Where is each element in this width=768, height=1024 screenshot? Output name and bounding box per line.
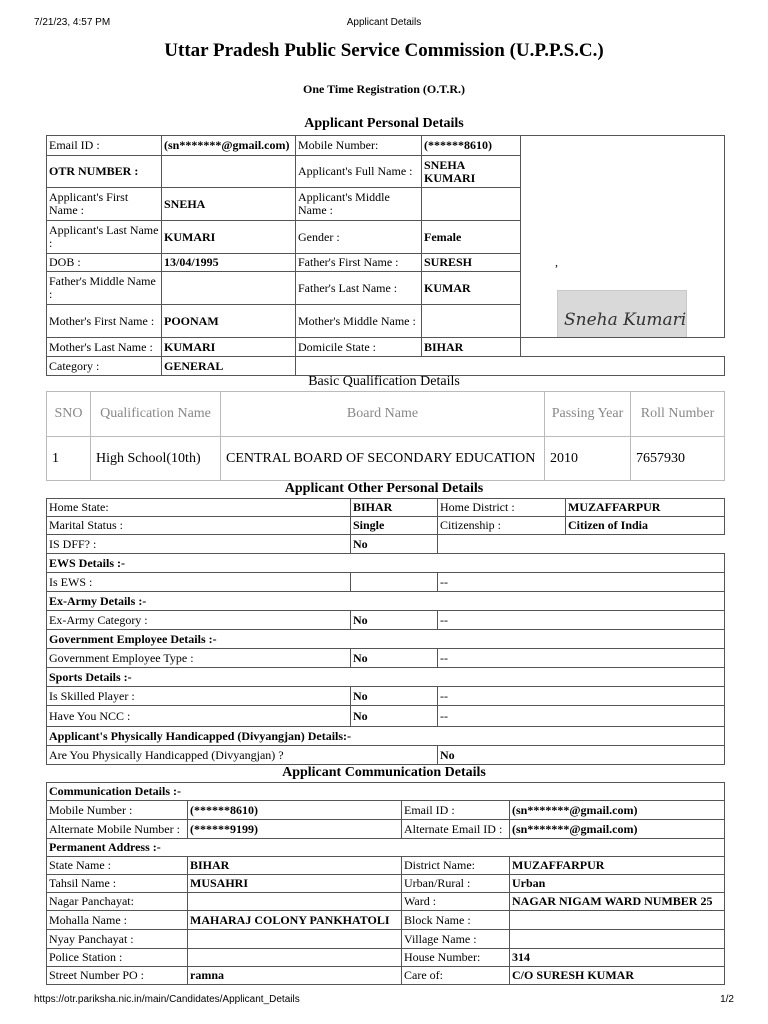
state-name-label: State Name : — [47, 857, 188, 875]
communication-section-title: Communication Details :- — [47, 783, 725, 801]
blank-cell — [296, 357, 725, 376]
tahsil-name-label: Tahsil Name : — [47, 875, 188, 893]
category-label: Category : — [47, 357, 162, 376]
qualification-col-header: Roll Number — [631, 392, 725, 437]
last-name-label: Applicant's Last Name : — [47, 221, 162, 254]
district-name-value: MUZAFFARPUR — [510, 857, 725, 875]
blank-cell — [521, 338, 725, 357]
ews-label: Is EWS : — [47, 573, 351, 592]
print-doc-title: Applicant Details — [346, 17, 422, 28]
qualification-cell: High School(10th) — [91, 437, 221, 481]
qualification-col-header: SNO — [47, 392, 91, 437]
father-last-name-value: KUMAR — [422, 272, 521, 305]
gov-type-value: No — [351, 649, 438, 668]
state-name-value: BIHAR — [188, 857, 402, 875]
svg-text:Sneha Kumari: Sneha Kumari — [564, 310, 687, 330]
police-station-value — [188, 949, 402, 967]
block-name-label: Block Name : — [402, 911, 510, 930]
mohalla-name-label: Mohalla Name : — [47, 911, 188, 930]
citizenship-value: Citizen of India — [566, 517, 725, 535]
otr-number-value — [162, 156, 296, 188]
home-state-label: Home State: — [47, 499, 351, 517]
ph-label: Are You Physically Handicapped (Divyangjan) ? — [47, 746, 438, 765]
nyay-panchayat-label: Nyay Panchayat : — [47, 930, 188, 949]
domicile-state-label: Domicile State : — [296, 338, 422, 357]
ncc-label: Have You NCC : — [47, 706, 351, 727]
print-datetime: 7/21/23, 4:57 PM — [34, 17, 111, 28]
last-name-value: KUMARI — [162, 221, 296, 254]
qualification-cell: 2010 — [545, 437, 631, 481]
mother-last-name-value: KUMARI — [162, 338, 296, 357]
home-district-value: MUZAFFARPUR — [566, 499, 725, 517]
middle-name-value — [422, 188, 521, 221]
qualification-col-header: Board Name — [221, 392, 545, 437]
ncc-extra: -- — [438, 706, 725, 727]
ward-label: Ward : — [402, 893, 510, 911]
mother-middle-name-value — [422, 305, 521, 338]
police-station-label: Police Station : — [47, 949, 188, 967]
care-of-value: C/O SURESH KUMAR — [510, 967, 725, 985]
block-name-value — [510, 911, 725, 930]
home-state-value: BIHAR — [351, 499, 438, 517]
nagar-panchayat-value — [188, 893, 402, 911]
other-details-heading: Applicant Other Personal Details — [284, 481, 484, 496]
comm-email-label: Email ID : — [402, 801, 510, 820]
first-name-value: SNEHA — [162, 188, 296, 221]
skilled-player-value: No — [351, 687, 438, 706]
father-first-name-label: Father's First Name : — [296, 254, 422, 272]
first-name-label: Applicant's First Name : — [47, 188, 162, 221]
mother-middle-name-label: Mother's Middle Name : — [296, 305, 422, 338]
print-header — [34, 17, 734, 31]
ews-extra: -- — [438, 573, 725, 592]
nyay-panchayat-value — [188, 930, 402, 949]
father-last-name-label: Father's Last Name : — [296, 272, 422, 305]
street-number-label: Street Number PO : — [47, 967, 188, 985]
full-name-label: Applicant's Full Name : — [296, 156, 422, 188]
email-value: (sn*******@gmail.com) — [162, 136, 296, 156]
otr-number-label: OTR NUMBER : — [47, 156, 162, 188]
alt-mobile-value: (******9199) — [188, 820, 402, 839]
house-number-label: House Number: — [402, 949, 510, 967]
mother-first-name-value: POONAM — [162, 305, 296, 338]
urban-rural-value: Urban — [510, 875, 725, 893]
page-subtitle: One Time Registration (O.T.R.) — [303, 82, 465, 96]
personal-details-table — [46, 135, 725, 376]
alt-email-label: Alternate Email ID : — [402, 820, 510, 839]
comm-mobile-value: (******8610) — [188, 801, 402, 820]
signature-image — [557, 290, 687, 338]
alt-mobile-label: Alternate Mobile Number : — [47, 820, 188, 839]
comm-email-value: (sn*******@gmail.com) — [510, 801, 725, 820]
communication-table — [46, 782, 725, 985]
qualification-col-header: Qualification Name — [91, 392, 221, 437]
qualification-table — [46, 391, 725, 481]
ews-value — [351, 573, 438, 592]
sports-section-title: Sports Details :- — [47, 668, 725, 687]
comm-mobile-label: Mobile Number : — [47, 801, 188, 820]
other-details-table — [46, 498, 725, 765]
care-of-label: Care of: — [402, 967, 510, 985]
gov-extra: -- — [438, 649, 725, 668]
mother-first-name-label: Mother's First Name : — [47, 305, 162, 338]
marital-status-label: Marital Status : — [47, 517, 351, 535]
middle-name-label: Applicant's Middle Name : — [296, 188, 422, 221]
army-section-title: Ex-Army Details :- — [47, 592, 725, 611]
dob-label: DOB : — [47, 254, 162, 272]
house-number-value: 314 — [510, 949, 725, 967]
army-extra: -- — [438, 611, 725, 630]
ews-section-title: EWS Details :- — [47, 554, 725, 573]
nagar-panchayat-label: Nagar Panchayat: — [47, 893, 188, 911]
mobile-label: Mobile Number: — [296, 136, 422, 156]
army-category-label: Ex-Army Category : — [47, 611, 351, 630]
qualification-heading: Basic Qualification Details — [308, 374, 460, 389]
print-footer — [34, 994, 734, 1008]
gov-type-label: Government Employee Type : — [47, 649, 351, 668]
alt-email-value: (sn*******@gmail.com) — [510, 820, 725, 839]
dob-value: 13/04/1995 — [162, 254, 296, 272]
mother-last-name-label: Mother's Last Name : — [47, 338, 162, 357]
permanent-address-title: Permanent Address :- — [47, 839, 725, 857]
email-label: Email ID : — [47, 136, 162, 156]
mobile-value: (******8610) — [422, 136, 521, 156]
gender-value: Female — [422, 221, 521, 254]
full-name-value: SNEHA KUMARI — [422, 156, 521, 188]
street-number-value: ramna — [188, 967, 402, 985]
gender-label: Gender : — [296, 221, 422, 254]
gov-section-title: Government Employee Details :- — [47, 630, 725, 649]
dff-value: No — [351, 535, 438, 554]
communication-heading: Applicant Communication Details — [282, 765, 486, 780]
qualification-cell: 7657930 — [631, 437, 725, 481]
mohalla-name-value: MAHARAJ COLONY PANKHATOLI — [188, 911, 402, 930]
qualification-col-header: Passing Year — [545, 392, 631, 437]
father-first-name-value: SURESH — [422, 254, 521, 272]
photo-mark: , — [555, 255, 558, 269]
home-district-label: Home District : — [438, 499, 566, 517]
marital-status-value: Single — [351, 517, 438, 535]
village-name-value — [510, 930, 725, 949]
qualification-cell: 1 — [47, 437, 91, 481]
ph-section-title: Applicant's Physically Handicapped (Divyangjan) Details:- — [47, 727, 725, 746]
print-url: https://otr.pariksha.nic.in/main/Candidates/Applicant_Details — [34, 994, 300, 1005]
category-value: GENERAL — [162, 357, 296, 376]
father-middle-name-label: Father's Middle Name : — [47, 272, 162, 305]
page-title: Uttar Pradesh Public Service Commission (U.P.P.S.C.) — [164, 40, 604, 61]
qualification-cell: CENTRAL BOARD OF SECONDARY EDUCATION — [221, 437, 545, 481]
print-page-number: 1/2 — [720, 994, 734, 1005]
ward-value: NAGAR NIGAM WARD NUMBER 25 — [510, 893, 725, 911]
skilled-player-label: Is Skilled Player : — [47, 687, 351, 706]
district-name-label: District Name: — [402, 857, 510, 875]
photo-signature-cell — [521, 136, 725, 338]
tahsil-name-value: MUSAHRI — [188, 875, 402, 893]
citizenship-label: Citizenship : — [438, 517, 566, 535]
village-name-label: Village Name : — [402, 930, 510, 949]
skilled-extra: -- — [438, 687, 725, 706]
urban-rural-label: Urban/Rural : — [402, 875, 510, 893]
dff-label: IS DFF? : — [47, 535, 351, 554]
army-category-value: No — [351, 611, 438, 630]
personal-details-heading: Applicant Personal Details — [304, 116, 464, 131]
ncc-value: No — [351, 706, 438, 727]
ph-value: No — [438, 746, 725, 765]
domicile-state-value: BIHAR — [422, 338, 521, 357]
blank-cell — [438, 535, 725, 554]
father-middle-name-value — [162, 272, 296, 305]
